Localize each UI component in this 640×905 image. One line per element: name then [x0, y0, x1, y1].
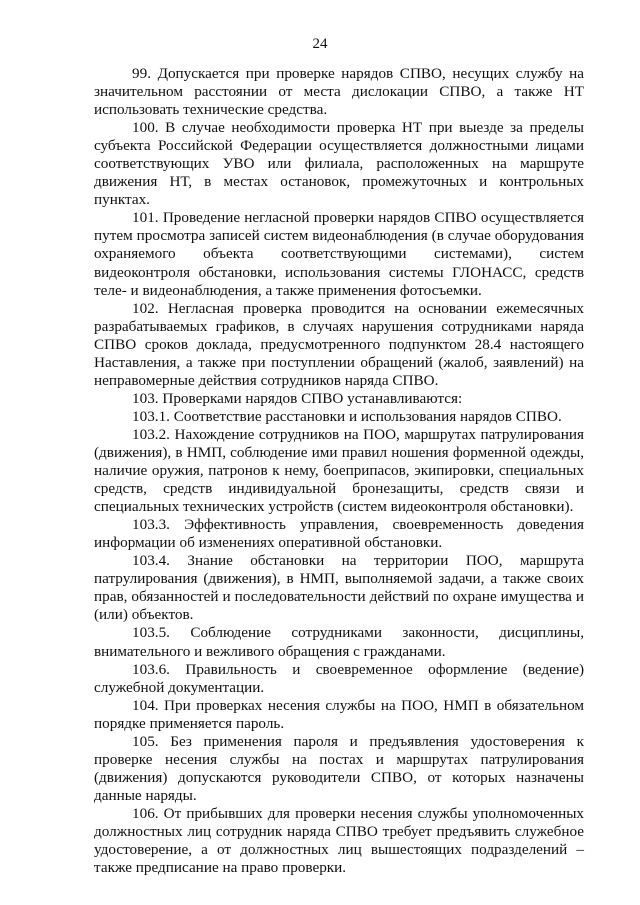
paragraph-103-1: 103.1. Соответствие расстановки и использования нарядов СПВО. — [132, 407, 562, 425]
paragraph-103-6: 103.6. Правильность и своевременное оформление (ведение) служебной документации. — [94, 660, 584, 696]
paragraph-103-4: 103.4. Знание обстановки на территории ПОО, маршрута патрулирования (движения), в НМП, выполняемой задачи, а также своих прав, обязанностей и последовательности действий по охране имущества и (или) объектов. — [94, 552, 584, 624]
paragraph-101: 101. Проведение негласной проверки нарядов СПВО осуществляется путем просмотра записей систем видеонаблюдения (в случае оборудования охраняемого объекта соответствующими системами), систем видеоконтроля обстановки, использования системы ГЛОНАСС, средств теле- и видеонаблюдения, а также применения фотосъемки. — [94, 209, 584, 299]
paragraph-103-5: 103.5. Соблюдение сотрудниками законности, дисциплины, внимательного и вежливого обращения с гражданами. — [94, 624, 584, 660]
document-body — [94, 65, 584, 877]
paragraph-103-2: 103.2. Нахождение сотрудников на ПОО, маршрутах патрулирования (движения), в НМП, соблюдение ими правил ношения форменной одежды, наличие оружия, патронов к нему, боеприпасов, экипировки, специальных средств, средств индивидуальной бронезащиты, средств связи и специальных технических устройств (систем видеоконтроля обстановки). — [94, 425, 584, 516]
paragraph-106: 106. От прибывших для проверки несения службы уполномоченных должностных лиц сотрудник наряда СПВО требует предъявить служебное удостоверение, а от должностных лиц вышестоящих подразделений – также предписание на право проверки. — [94, 804, 584, 877]
paragraph-100: 100. В случае необходимости проверка НТ при выезде за пределы субъекта Российской Федерации осуществляется должностными лицами соответствующих УВО или филиала, расположенных на маршруте движения НТ, в местах остановок, промежуточных и контрольных пунктах. — [94, 119, 584, 209]
paragraph-103: 103. Проверками нарядов СПВО устанавливаются: — [132, 389, 463, 407]
paragraph-104: 104. При проверках несения службы на ПОО, НМП в обязательном порядке применяется пароль. — [94, 696, 584, 732]
paragraph-105: 105. Без применения пароля и предъявления удостоверения к проверке несения службы на постах и маршрутах патрулирования (движения) допускаются руководители СПВО, от которых назначены данные наряды. — [94, 732, 584, 804]
page-number: 24 — [312, 36, 328, 52]
paragraph-102: 102. Негласная проверка проводится на основании ежемесячных разрабатываемых графиков, в случаях нарушения сотрудниками наряда СПВО сроков доклада, предусмотренного подпунктом 28.4 настоящего Наставления, а также при поступлении обращений (жалоб, заявлений) на неправомерные действия сотрудников наряда СПВО. — [94, 299, 584, 389]
paragraph-99: 99. Допускается при проверке нарядов СПВО, несущих службу на значительном расстоянии от места дислокации СПВО, а также НТ использовать технические средства. — [94, 65, 584, 119]
paragraph-103-3: 103.3. Эффективность управления, своевременность доведения информации об изменениях оперативной обстановки. — [94, 516, 584, 552]
